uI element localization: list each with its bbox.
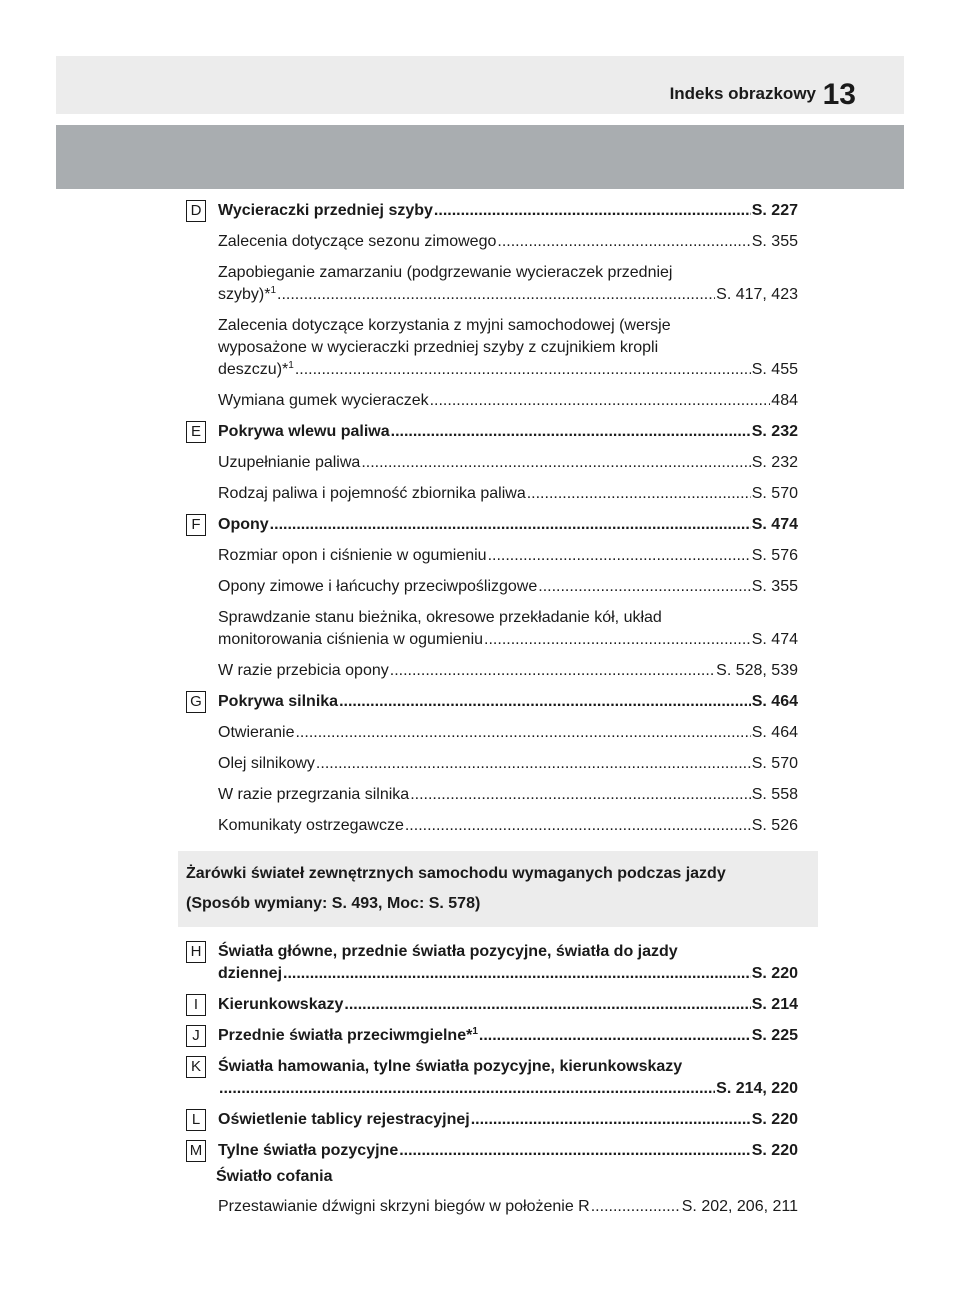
entry-headlights: H Światła główne, przednie światła pozycyjne, światła do jazdy dziennej ..... S. 220 [218, 941, 798, 985]
entry-license-plate-light: L Oświetlenie tablicy rejestracyjnej ..... S. 220 [218, 1109, 798, 1131]
subentry: Opony zimowe i łańcuchy przeciwpoślizgowe ..... S. 355 [218, 576, 798, 598]
section-letter-j: J [186, 1025, 206, 1047]
subentry: W razie przebicia opony ..... S. 528, 539 [218, 660, 798, 682]
entry-tires: F Opony ..... S. 474 [218, 514, 798, 536]
section-letter-d: D [186, 200, 206, 222]
subentry: Uzupełnianie paliwa ..... S. 232 [218, 452, 798, 474]
section-letter-l: L [186, 1109, 206, 1131]
subentry: W razie przegrzania silnika ..... S. 558 [218, 784, 798, 806]
image-band [56, 125, 904, 189]
entry-brake-lights: K Światła hamowania, tylne światła pozycyjne, kierunkowskazy ..... S. 214, 220 [218, 1056, 798, 1100]
section-letter-k: K [186, 1056, 206, 1078]
bulbs-heading-box: Żarówki świateł zewnętrznych samochodu wymaganych podczas jazdy (Sposób wymiany: S. 493, Moc: S. 578) [178, 851, 818, 927]
subentry: Zalecenia dotyczące korzystania z myjni samochodowej (wersje wyposażone w wycieraczki przedniej szyby z czujnikiem kropli deszczu)*$^1$ ..... S. 455 [218, 315, 798, 381]
subentry: Wymiana gumek wycieraczek ..... 484 [218, 390, 798, 412]
section-letter-h: H [186, 941, 206, 963]
entry-turn-signals: I Kierunkowskazy ..... S. 214 [218, 994, 798, 1016]
page-number: 13 [822, 78, 856, 111]
subentry: Otwieranie ..... S. 464 [218, 722, 798, 744]
subentry: Zapobieganie zamarzaniu (podgrzewanie wycieraczek przedniej szyby)*$^1$ ..... S. 417, 423 [218, 262, 798, 306]
subentry: Sprawdzanie stanu bieżnika, okresowe przekładanie kół, układ monitorowania ciśnienia w ogumieniu ..... S. 474 [218, 607, 798, 651]
reverse-light-subhead: Światło cofania [216, 1168, 333, 1185]
section-letter-f: F [186, 514, 206, 536]
subentry: Olej silnikowy ..... S. 570 [218, 753, 798, 775]
entry-tail-lights: M Tylne światła pozycyjne ..... S. 220 [218, 1140, 798, 1162]
subentry: Komunikaty ostrzegawcze ..... S. 526 [218, 815, 798, 837]
entry-wipers: D Wycieraczki przedniej szyby ..... S. 227 [218, 200, 798, 222]
subentry: Przestawianie dźwigni skrzyni biegów w położenie R ..... S. 202, 206, 211 [218, 1196, 798, 1218]
entry-fog-lights: J Przednie światła przeciwmgielne*$^1$ ..... S. 225 [218, 1025, 798, 1047]
entry-fuel-door: E Pokrywa wlewu paliwa ..... S. 232 [218, 421, 798, 443]
subentry: Rodzaj paliwa i pojemność zbiornika paliwa ..... S. 570 [218, 483, 798, 505]
section-letter-i: I [186, 994, 206, 1016]
subentry: Rozmiar opon i ciśnienie w ogumieniu ..... S. 576 [218, 545, 798, 567]
section-letter-e: E [186, 421, 206, 443]
section-letter-m: M [186, 1140, 206, 1162]
section-letter-g: G [186, 691, 206, 713]
index-content [186, 200, 798, 1227]
entry-hood: G Pokrywa silnika ..... S. 464 [218, 691, 798, 713]
header-title: Indeks obrazkowy [669, 84, 816, 103]
subentry: Zalecenia dotyczące sezonu zimowego ..... S. 355 [218, 231, 798, 253]
